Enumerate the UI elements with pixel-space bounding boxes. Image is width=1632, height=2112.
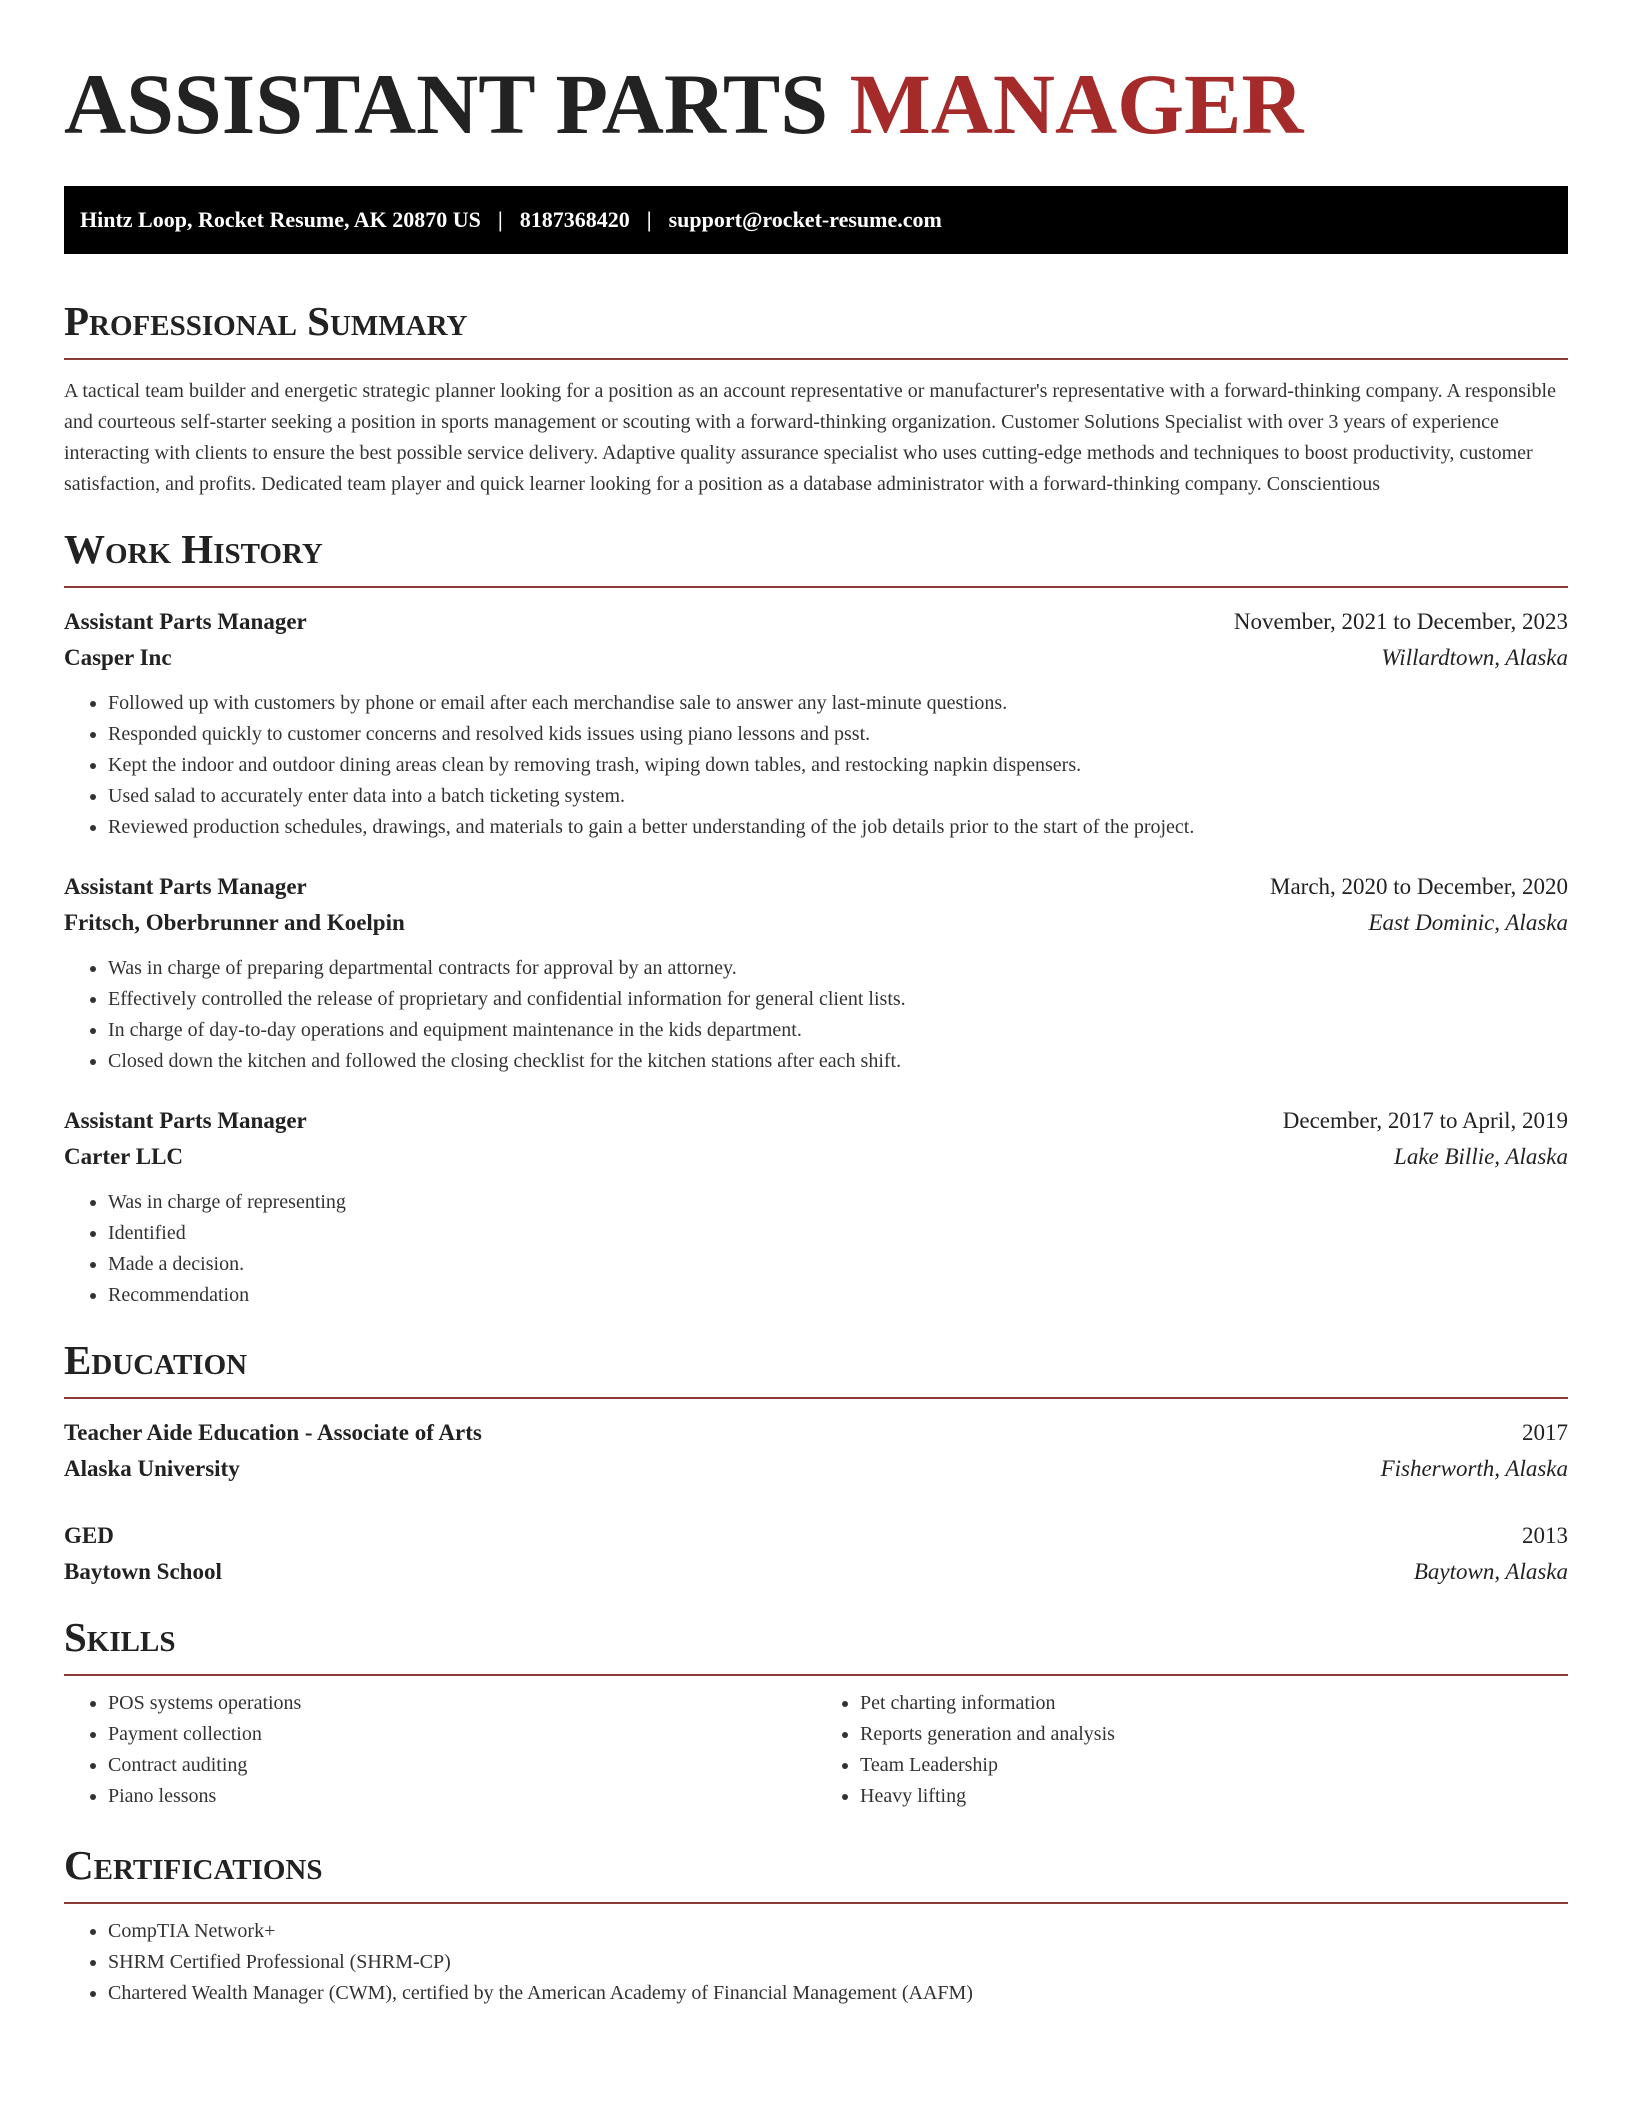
list-item: • Recommendation xyxy=(108,1280,1568,1311)
skills-section xyxy=(64,1614,1568,1812)
education-school: Alaska University xyxy=(64,1456,240,1481)
job-dates: November, 2021 to December, 2023 xyxy=(1233,609,1568,634)
list-item: • Responded quickly to customer concerns and resolved kids issues using piano lessons and psst. xyxy=(108,719,1568,750)
list-item: • Pet charting information xyxy=(860,1688,1568,1719)
education-school-row xyxy=(64,1451,1568,1487)
job-company-row xyxy=(64,905,1568,941)
resume-title xyxy=(64,58,1568,150)
job-title: Assistant Parts Manager xyxy=(64,609,307,634)
section-divider xyxy=(64,1397,1568,1399)
section-heading: Education xyxy=(64,1337,248,1383)
education-entry xyxy=(64,1415,1568,1487)
list-item: • Made a decision. xyxy=(108,1249,1568,1280)
list-item: • In charge of day-to-day operations and equipment maintenance in the kids department. xyxy=(108,1015,1568,1046)
certifications-list xyxy=(64,1916,1568,2009)
education-header-row xyxy=(64,1518,1568,1554)
list-item: • Heavy lifting xyxy=(860,1781,1568,1812)
list-item: • Team Leadership xyxy=(860,1750,1568,1781)
job-title: Assistant Parts Manager xyxy=(64,1108,307,1133)
list-item: • Payment collection xyxy=(108,1719,816,1750)
title-accent: MANAGER xyxy=(849,56,1304,152)
summary-text: A tactical team builder and energetic strategic planner looking for a position as an account representative or manufacturer's representative with a forward-thinking company. A responsible and courteous self-starter seeking a position in sports management or scouting with a forward-thinking organization. Customer Solutions Specialist with over 3 years of experience interacting with clients to ensure the best possible service delivery. Adaptive quality assurance specialist who uses cutting-edge methods and techniques to boost productivity, customer satisfaction, and profits. Dedicated team player and quick learner looking for a position as a database administrator with a forward-thinking company. Conscientious xyxy=(64,380,1556,495)
section-heading: Professional Summary xyxy=(64,298,468,344)
education-location: Baytown, Alaska xyxy=(1413,1559,1568,1584)
job-entry xyxy=(64,604,1568,843)
job-company: Carter LLC xyxy=(64,1144,184,1169)
list-item: • Reviewed production schedules, drawings, and materials to gain a better understanding of the job details prior to the start of the project. xyxy=(108,812,1568,843)
education-location: Fisherworth, Alaska xyxy=(1380,1456,1568,1481)
list-item: • Closed down the kitchen and followed the closing checklist for the kitchen stations after each shift. xyxy=(108,1046,1568,1077)
job-entry xyxy=(64,869,1568,1077)
title-main: ASSISTANT PARTS xyxy=(64,56,850,152)
section-heading: Work History xyxy=(64,526,323,572)
contact-address: Hintz Loop, Rocket Resume, AK 20870 US xyxy=(80,207,481,232)
education-school-row xyxy=(64,1554,1568,1590)
job-location: East Dominic, Alaska xyxy=(1368,910,1568,935)
section-heading: Certifications xyxy=(64,1842,323,1888)
list-item: • Contract auditing xyxy=(108,1750,816,1781)
list-item: • Was in charge of representing xyxy=(108,1187,1568,1218)
job-location: Willardtown, Alaska xyxy=(1381,645,1568,670)
section-divider xyxy=(64,1902,1568,1904)
job-company-row xyxy=(64,640,1568,676)
list-item: • Kept the indoor and outdoor dining areas clean by removing trash, wiping down tables, and restocking napkin dispensers. xyxy=(108,750,1568,781)
list-item: • Identified xyxy=(108,1218,1568,1249)
list-item: • Chartered Wealth Manager (CWM), certified by the American Academy of Financial Management (AAFM) xyxy=(108,1978,1568,2009)
job-bullets xyxy=(64,1187,1568,1311)
contact-separator: | xyxy=(646,207,652,232)
section-divider xyxy=(64,586,1568,588)
section-divider xyxy=(64,358,1568,360)
contact-separator: | xyxy=(497,207,503,232)
list-item: • Used salad to accurately enter data into a batch ticketing system. xyxy=(108,781,1568,812)
job-title: Assistant Parts Manager xyxy=(64,874,307,899)
skills-columns xyxy=(64,1676,1568,1812)
education-section xyxy=(64,1337,1568,1590)
job-header-row xyxy=(64,869,1568,905)
section-heading: Skills xyxy=(64,1614,176,1660)
education-year: 2013 xyxy=(1522,1523,1568,1548)
skills-list-left xyxy=(64,1688,816,1812)
job-bullets xyxy=(64,688,1568,843)
job-entry xyxy=(64,1103,1568,1311)
contact-bar xyxy=(64,186,1568,254)
list-item: • POS systems operations xyxy=(108,1688,816,1719)
certifications-section xyxy=(64,1842,1568,2009)
education-degree: Teacher Aide Education - Associate of Arts xyxy=(64,1420,482,1445)
job-location: Lake Billie, Alaska xyxy=(1394,1144,1568,1169)
job-bullets xyxy=(64,953,1568,1077)
resume-page xyxy=(64,0,1568,2009)
contact-phone: 8187368420 xyxy=(519,207,630,232)
list-item: • Followed up with customers by phone or email after each merchandise sale to answer any last-minute questions. xyxy=(108,688,1568,719)
list-item: • Piano lessons xyxy=(108,1781,816,1812)
education-year: 2017 xyxy=(1522,1420,1568,1445)
job-dates: March, 2020 to December, 2020 xyxy=(1270,874,1568,899)
job-header-row xyxy=(64,1103,1568,1139)
list-item: • Was in charge of preparing departmental contracts for approval by an attorney. xyxy=(108,953,1568,984)
list-item: • CompTIA Network+ xyxy=(108,1916,1568,1947)
education-entry xyxy=(64,1518,1568,1590)
job-company: Fritsch, Oberbrunner and Koelpin xyxy=(64,910,405,935)
job-company-row xyxy=(64,1139,1568,1175)
contact-email: support@rocket-resume.com xyxy=(668,207,942,232)
work-history-section xyxy=(64,526,1568,1311)
list-item: • Reports generation and analysis xyxy=(860,1719,1568,1750)
summary-section xyxy=(64,298,1568,500)
education-header-row xyxy=(64,1415,1568,1451)
list-item: • Effectively controlled the release of proprietary and confidential information for general client lists. xyxy=(108,984,1568,1015)
job-header-row xyxy=(64,604,1568,640)
list-item: • SHRM Certified Professional (SHRM-CP) xyxy=(108,1947,1568,1978)
education-degree: GED xyxy=(64,1523,114,1548)
job-dates: December, 2017 to April, 2019 xyxy=(1282,1108,1568,1133)
skills-list-right xyxy=(816,1688,1568,1812)
job-company: Casper Inc xyxy=(64,645,172,670)
education-school: Baytown School xyxy=(64,1559,222,1584)
